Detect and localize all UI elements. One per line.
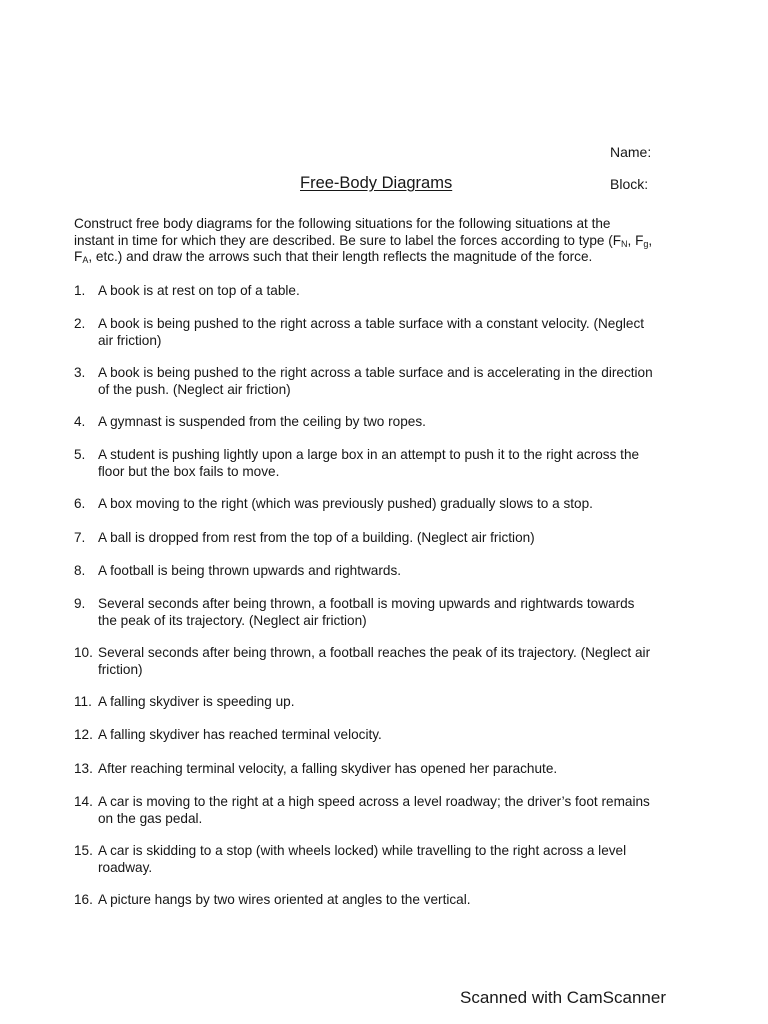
page-title: Free-Body Diagrams [300,174,453,192]
item-text [98,761,714,778]
instructions-line-1: Construct free body diagrams for the following situations for the following situations at the [74,216,611,231]
item-text-line: Several seconds after being thrown, a football is moving upwards and rightwards towards [98,596,635,611]
item-text [98,892,714,909]
item-text-line: A gymnast is suspended from the ceiling by two ropes. [98,414,426,429]
list-item [74,316,714,349]
list-item [74,447,714,480]
instructions-text: , etc.) and draw the arrows such that their length reflects the magnitude of the force. [88,249,593,264]
list-item [74,496,714,513]
item-number: 6. [74,496,86,511]
list-item [74,727,714,744]
item-number: 5. [74,447,86,462]
item-text-line: friction) [98,661,143,677]
item-text [98,727,714,744]
item-number: 14. [74,794,93,809]
instructions-text: , F [627,232,644,248]
item-text [98,794,714,827]
list-item [74,530,714,547]
list-item [74,596,714,629]
item-text [98,316,714,349]
item-text-line: roadway. [98,859,153,875]
list-item [74,563,714,580]
item-text [98,563,714,580]
item-text-line: A box moving to the right (which was previously pushed) gradually slows to a stop. [98,496,593,511]
item-text-line: After reaching terminal velocity, a falling skydiver has opened her parachute. [98,761,558,776]
item-number: 15. [74,843,93,858]
block-label: Block: [610,176,649,192]
item-text [98,694,714,711]
item-text-line: Several seconds after being thrown, a football reaches the peak of its trajectory. (Neglect air [98,645,651,660]
item-text [98,414,714,431]
item-number: 1. [74,283,86,298]
item-number: 10. [74,645,93,660]
item-text-line: A book is being pushed to the right across a table surface with a constant velocity. (Neglect [98,316,645,331]
instructions-text: F [74,249,83,264]
item-text [98,843,714,876]
item-text-line: A football is being thrown upwards and rightwards. [98,563,402,578]
item-text-line: A car is skidding to a stop (with wheels locked) while travelling to the right across a level [98,843,627,858]
item-text [98,596,714,629]
list-item [74,694,714,711]
list-item [74,843,714,876]
item-text-line: on the gas pedal. [98,810,203,826]
name-label: Name: [610,144,652,160]
scanner-watermark: Scanned with CamScanner [460,988,667,1007]
list-item [74,365,714,398]
item-text-line: the peak of its trajectory. (Neglect air friction) [98,612,367,628]
item-number: 3. [74,365,86,380]
item-number: 8. [74,563,86,578]
item-text-line: A ball is dropped from rest from the top of a building. (Neglect air friction) [98,530,535,545]
subscript-g: g [643,238,649,249]
list-item [74,761,714,778]
item-number: 9. [74,596,86,611]
item-text-line: A falling skydiver is speeding up. [98,694,295,709]
item-number: 13. [74,761,93,776]
item-number: 4. [74,414,86,429]
item-text-line: of the push. (Neglect air friction) [98,381,291,397]
list-item [74,892,714,909]
subscript-a: A [82,255,89,265]
item-text [98,365,714,398]
item-text [98,645,714,678]
item-text [98,447,714,480]
item-number: 12. [74,727,93,742]
item-text-line: A picture hangs by two wires oriented at angles to the vertical. [98,892,471,907]
item-number: 11. [74,694,92,709]
list-item [74,414,714,431]
item-number: 7. [74,530,86,545]
item-text [98,530,714,547]
item-text [98,496,714,513]
item-number: 16. [74,892,93,907]
item-text-line: A student is pushing lightly upon a large box in an attempt to push it to the right across the [98,447,640,462]
item-text-line: floor but the box fails to move. [98,463,280,479]
item-number: 2. [74,316,86,331]
subscript-n: N [621,238,628,249]
list-item [74,794,714,827]
item-text-line: air friction) [98,332,162,348]
item-text [98,283,714,300]
item-text-line: A car is moving to the right at a high speed across a level roadway; the driver’s foot remains [98,794,650,809]
instructions-text: instant in time for which they are described. Be sure to label the forces according to type (F [74,232,622,248]
item-text-line: A book is at rest on top of a table. [98,283,300,298]
instructions-text: , [648,232,653,248]
list-item [74,283,714,300]
list-item [74,645,714,678]
item-text-line: A book is being pushed to the right across a table surface and is accelerating in the direction [98,365,653,380]
item-text-line: A falling skydiver has reached terminal velocity. [98,727,382,742]
